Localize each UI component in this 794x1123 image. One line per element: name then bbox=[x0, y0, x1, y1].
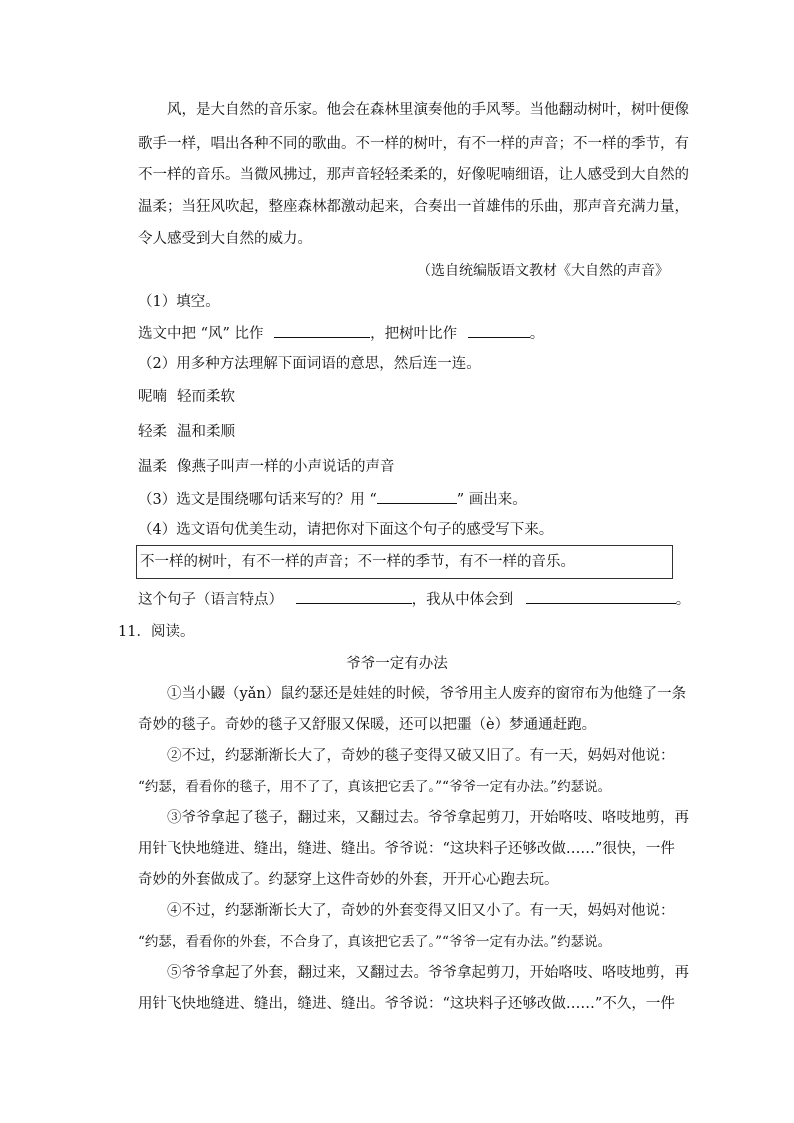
story-line: ③爷爷拿起了毯子，翻过来，又翻过去。爷爷拿起剪刀，开始咯吱、咯吱地剪，再 bbox=[167, 810, 689, 826]
story-title: 爷爷一定有办法 bbox=[346, 656, 448, 672]
story-line: 用针飞快地缝进、缝出，缝进、缝出。爷爷说：“这块料子还够改做……”不久，一件 bbox=[138, 996, 675, 1012]
match-word: 温柔 bbox=[138, 459, 167, 475]
question-2-label: （2）用多种方法理解下面词语的意思，然后连一连。 bbox=[138, 356, 481, 372]
match-meaning: 像燕子叫声一样的小声说话的声音 bbox=[177, 459, 395, 475]
match-row bbox=[138, 422, 678, 442]
answer-blank[interactable] bbox=[526, 589, 676, 604]
passage-line: 歌手一样，唱出各种不同的歌曲。不一样的树叶，有不一样的声音；不一样的季节，有 bbox=[138, 136, 689, 152]
q1-text-c: 。 bbox=[529, 326, 545, 342]
passage-line: 风，是大自然的音乐家。他会在森林里演奏他的手风琴。当他翻动树叶，树叶便像 bbox=[167, 102, 689, 118]
q1-text-a: 选文中把 “风” 比作 bbox=[138, 326, 264, 342]
q1-text-b: ，把树叶比作 bbox=[370, 326, 458, 342]
passage-line: 令人感受到大自然的威力。 bbox=[138, 231, 312, 247]
passage-line: 温柔；当狂风吹起，整座森林都激动起来，合奏出一首雄伟的乐曲，那声音充满力量， bbox=[138, 199, 689, 215]
match-word: 轻柔 bbox=[138, 424, 167, 440]
answer-blank[interactable] bbox=[468, 323, 530, 338]
match-row bbox=[138, 387, 678, 407]
question-4-label: （4）选文语句优美生动，请把你对下面这个句子的感受写下来。 bbox=[138, 522, 554, 538]
story-line: 奇妙的毯子。奇妙的毯子又舒服又保暖，还可以把噩（è）梦通通赶跑。 bbox=[138, 717, 597, 733]
story-line: ⑤爷爷拿起了外套，翻过来，又翻过去。爷爷拿起剪刀，开始咯吱、咯吱地剪，再 bbox=[167, 965, 689, 981]
question-1-fill bbox=[138, 323, 678, 344]
answer-blank[interactable] bbox=[377, 489, 457, 504]
answer-blank[interactable] bbox=[274, 323, 370, 338]
quoted-sentence-box: 不一样的树叶，有不一样的声音；不一样的季节，有不一样的音乐。 bbox=[136, 545, 673, 579]
q4-text-c: 。 bbox=[675, 592, 691, 608]
match-word: 呢喃 bbox=[138, 389, 167, 405]
question-4-fill bbox=[138, 589, 691, 610]
story-line: ④不过，约瑟渐渐长大了，奇妙的外套变得又旧又小了。有一天，妈妈对他说： bbox=[167, 903, 675, 919]
story-line: 奇妙的外套做成了。约瑟穿上这件奇妙的外套，开开心心跑去玩。 bbox=[138, 872, 559, 888]
answer-blank[interactable] bbox=[296, 589, 412, 604]
match-meaning: 温和柔顺 bbox=[177, 424, 235, 440]
q3-text-a: （3）选文是围绕哪句话来写的？用 “ bbox=[138, 492, 377, 508]
passage-source: （选自统编版语文教材《大自然的声音》 bbox=[417, 263, 669, 279]
story-line: 用针飞快地缝进、缝出，缝进、缝出。爷爷说：“这块料子还够改做……”很快，一件 bbox=[138, 841, 675, 857]
q4-text-b: ，我从中体会到 bbox=[411, 592, 514, 608]
story-line: “约瑟，看看你的外套，不合身了，真该把它丢了。”“爷爷一定有办法。”约瑟说。 bbox=[138, 934, 612, 950]
match-row bbox=[138, 457, 678, 477]
match-meaning: 轻而柔软 bbox=[177, 389, 235, 405]
story-line: ②不过，约瑟渐渐长大了，奇妙的毯子变得又破又旧了。有一天，妈妈对他说： bbox=[167, 748, 675, 764]
q3-text-b: ” 画出来。 bbox=[456, 492, 527, 508]
question-1-label: （1）填空。 bbox=[138, 294, 220, 310]
question-3 bbox=[138, 489, 678, 510]
story-line: ①当小鼹（yǎn）鼠约瑟还是娃娃的时候，爷爷用主人废弃的窗帘布为他缝了一条 bbox=[167, 686, 687, 702]
question-11-number: 11．阅读。 bbox=[118, 624, 195, 640]
story-line: “约瑟，看看你的毯子，用不了了，真该把它丢了。”“爷爷一定有办法。”约瑟说。 bbox=[138, 779, 612, 795]
passage-line: 不一样的音乐。当微风拂过，那声音轻轻柔柔的，好像呢喃细语，让人感受到大自然的 bbox=[138, 167, 689, 183]
q4-text-a: 这个句子（语言特点） bbox=[138, 592, 283, 608]
